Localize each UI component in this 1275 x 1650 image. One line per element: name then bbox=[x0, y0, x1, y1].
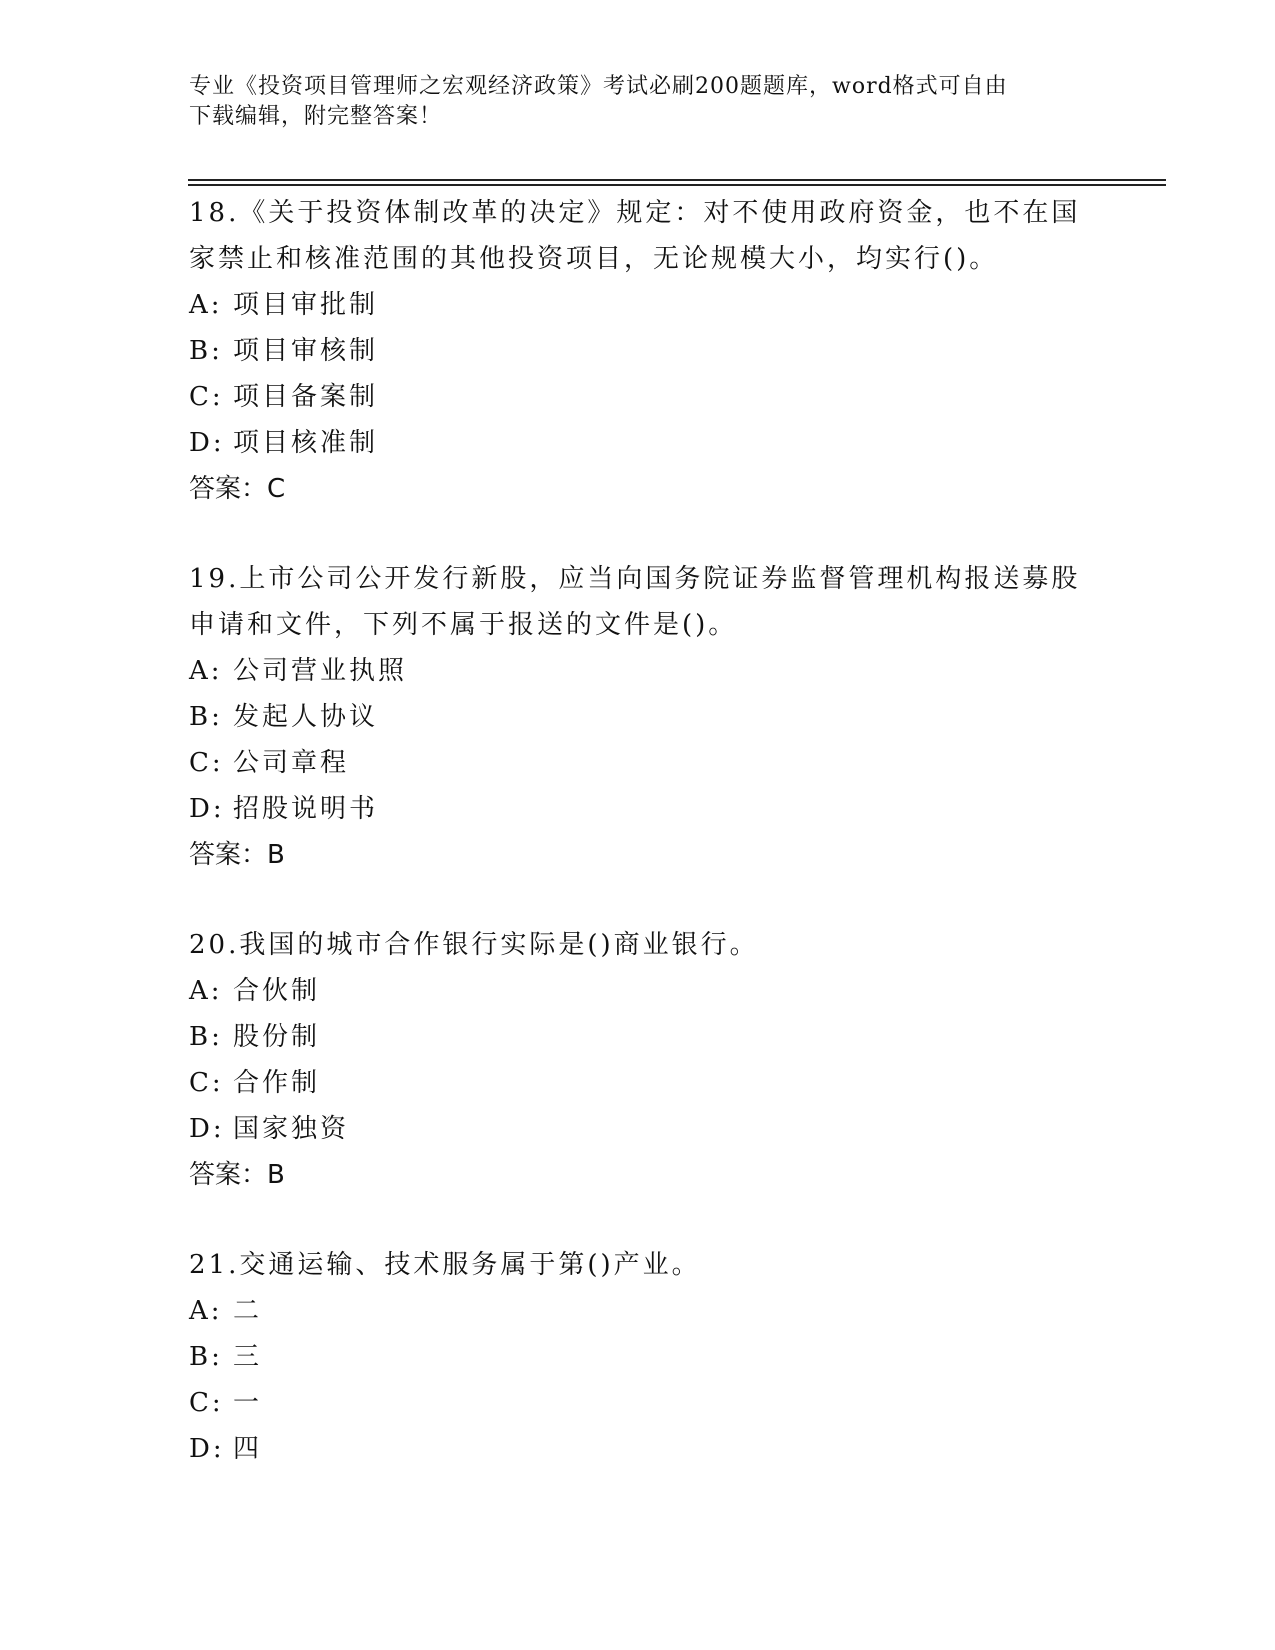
question-text-line: 20.我国的城市合作银行实际是()商业银行。 bbox=[189, 930, 759, 960]
option-letter: B: bbox=[189, 336, 223, 366]
option-letter: A: bbox=[189, 976, 223, 1006]
answer-option bbox=[189, 968, 1089, 1014]
option-letter: C: bbox=[189, 1388, 224, 1418]
question-text-line: 19.上市公司公开发行新股，应当向国务院证券监督管理机构报送募股 bbox=[189, 564, 1081, 594]
option-letter: A: bbox=[189, 290, 223, 320]
option-text: 项目备案制 bbox=[233, 382, 379, 412]
header-divider-bottom bbox=[188, 184, 1166, 186]
option-text: 项目审核制 bbox=[233, 336, 379, 366]
option-text: 合伙制 bbox=[233, 976, 321, 1006]
answer-option bbox=[189, 1106, 1089, 1152]
question-block bbox=[189, 190, 1089, 512]
answer-option bbox=[189, 1060, 1089, 1106]
option-letter: C: bbox=[189, 382, 224, 412]
option-letter: D: bbox=[189, 428, 225, 458]
option-letter: B: bbox=[189, 1022, 223, 1052]
question-block bbox=[189, 556, 1089, 878]
answer-option bbox=[189, 648, 1089, 694]
question-text-line: 21.交通运输、技术服务属于第()产业。 bbox=[189, 1250, 701, 1280]
answer-option bbox=[189, 1426, 1089, 1472]
answer-option bbox=[189, 282, 1089, 328]
option-text: 发起人协议 bbox=[233, 702, 379, 732]
answer-option bbox=[189, 1014, 1089, 1060]
option-text: 合作制 bbox=[233, 1068, 321, 1098]
option-text: 四 bbox=[233, 1434, 263, 1464]
option-letter: C: bbox=[189, 1068, 224, 1098]
answer-option bbox=[189, 1380, 1089, 1426]
question-block bbox=[189, 1242, 1089, 1472]
question-list bbox=[189, 190, 1089, 1516]
question-text-line: 18.《关于投资体制改革的决定》规定：对不使用政府资金，也不在国 bbox=[189, 198, 1081, 228]
question-text-line: 家禁止和核准范围的其他投资项目，无论规模大小，均实行()。 bbox=[189, 244, 999, 274]
option-text: 公司章程 bbox=[233, 748, 350, 778]
option-text: 项目核准制 bbox=[233, 428, 379, 458]
option-text: 一 bbox=[233, 1388, 263, 1418]
option-letter: C: bbox=[189, 748, 224, 778]
answer-option bbox=[189, 694, 1089, 740]
answer-option bbox=[189, 1334, 1089, 1380]
answer-option bbox=[189, 374, 1089, 420]
answer-option bbox=[189, 786, 1089, 832]
question-text-line: 申请和文件，下列不属于报送的文件是()。 bbox=[189, 610, 738, 640]
answer-option bbox=[189, 328, 1089, 374]
answer-option bbox=[189, 420, 1089, 466]
option-letter: D: bbox=[189, 1114, 225, 1144]
option-letter: A: bbox=[189, 656, 223, 686]
header-line-2: 下载编辑，附完整答案！ bbox=[189, 104, 443, 129]
document-header bbox=[189, 72, 1069, 132]
question-block bbox=[189, 922, 1089, 1198]
answer-key: 答案：B bbox=[189, 840, 285, 870]
header-line-1: 专业《投资项目管理师之宏观经济政策》考试必刷200题题库，word格式可自由 bbox=[189, 74, 1008, 99]
option-text: 三 bbox=[233, 1342, 263, 1372]
answer-key: 答案：C bbox=[189, 474, 286, 504]
option-text: 项目审批制 bbox=[233, 290, 379, 320]
answer-key: 答案：B bbox=[189, 1160, 285, 1190]
answer-option bbox=[189, 740, 1089, 786]
option-text: 招股说明书 bbox=[233, 794, 379, 824]
option-text: 公司营业执照 bbox=[233, 656, 408, 686]
option-letter: A: bbox=[189, 1296, 223, 1326]
option-text: 股份制 bbox=[233, 1022, 321, 1052]
option-letter: B: bbox=[189, 702, 223, 732]
option-text: 国家独资 bbox=[233, 1114, 350, 1144]
option-letter: D: bbox=[189, 794, 225, 824]
option-text: 二 bbox=[233, 1296, 263, 1326]
option-letter: B: bbox=[189, 1342, 223, 1372]
answer-option bbox=[189, 1288, 1089, 1334]
option-letter: D: bbox=[189, 1434, 225, 1464]
header-divider-top bbox=[188, 179, 1166, 181]
